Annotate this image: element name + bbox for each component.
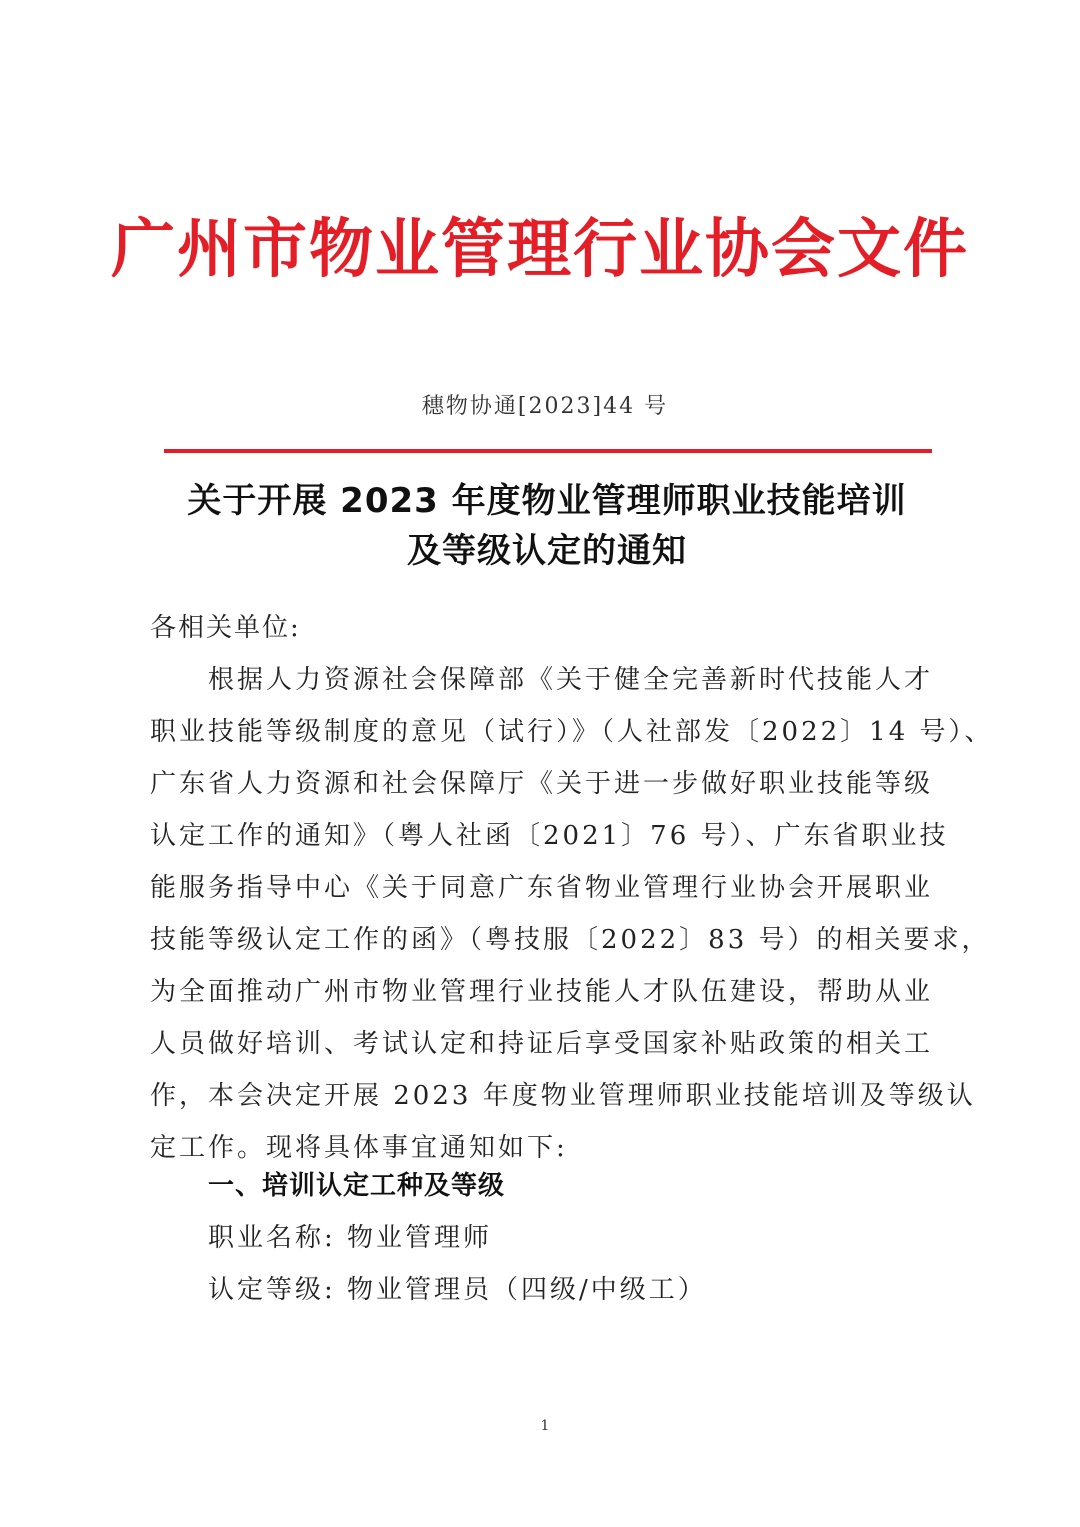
paragraph-line: 定工作。现将具体事宜通知如下: <box>150 1133 568 1163</box>
paragraph-line: 作，本会决定开展 2023 年度物业管理师职业技能培训及等级认 <box>150 1081 976 1111</box>
page-number: 1 <box>540 1418 550 1434</box>
document-masthead: 广州市物业管理行业协会文件 <box>111 213 969 287</box>
notice-title-line-1: 关于开展 2023 年度物业管理师职业技能培训 <box>187 481 907 521</box>
red-divider-rule <box>164 449 932 453</box>
paragraph-line: 为全面推动广州市物业管理行业技能人才队伍建设，帮助从业 <box>150 977 934 1007</box>
notice-title-line-2: 及等级认定的通知 <box>407 531 687 571</box>
certification-level-line: 认定等级: 物业管理员（四级/中级工） <box>208 1275 707 1305</box>
occupation-name-line: 职业名称: 物业管理师 <box>208 1223 493 1253</box>
paragraph-line: 认定工作的通知》（粤人社函〔2021〕76 号）、广东省职业技 <box>150 821 949 851</box>
paragraph-line: 能服务指导中心《关于同意广东省物业管理行业协会开展职业 <box>150 873 934 903</box>
paragraph-line: 人员做好培训、考试认定和持证后享受国家补贴政策的相关工 <box>150 1029 934 1059</box>
salutation: 各相关单位: <box>150 613 301 643</box>
document-number: 穗物协通[2023]44 号 <box>421 394 669 419</box>
section-heading-1: 一、培训认定工种及等级 <box>208 1171 506 1201</box>
paragraph-line: 技能等级认定工作的函》（粤技服〔2022〕83 号）的相关要求， <box>150 925 991 955</box>
paragraph-line: 职业技能等级制度的意见（试行）》（人社部发〔2022〕14 号）、 <box>150 717 994 747</box>
paragraph-line: 广东省人力资源和社会保障厅《关于进一步做好职业技能等级 <box>150 769 934 799</box>
paragraph-line: 根据人力资源社会保障部《关于健全完善新时代技能人才 <box>150 665 934 695</box>
